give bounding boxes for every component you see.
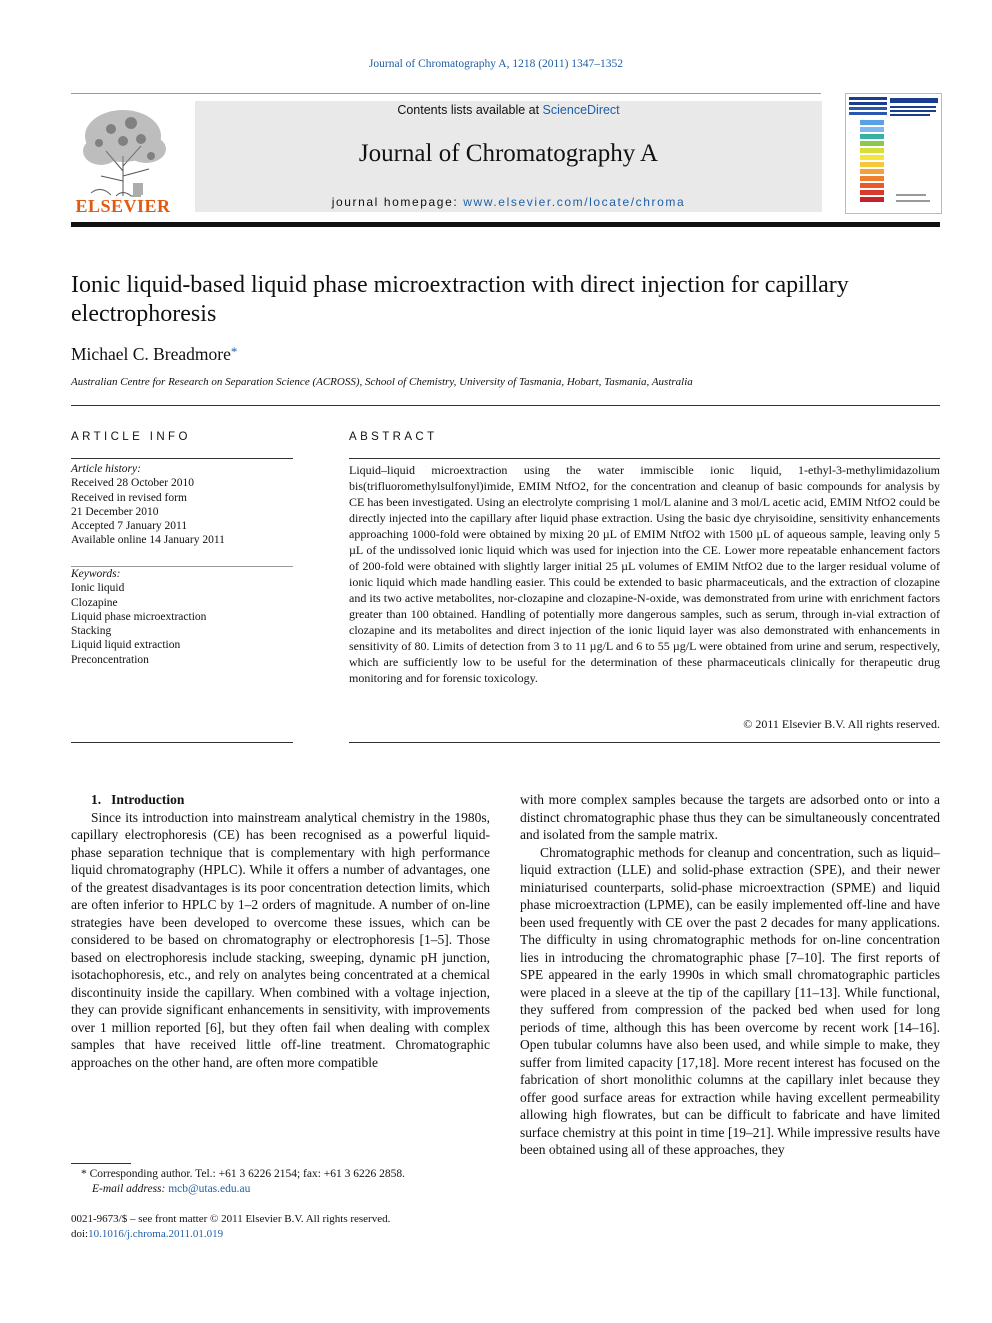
keywords-list — [71, 567, 293, 667]
doi-line — [71, 1227, 490, 1242]
article-history — [71, 462, 293, 548]
article-title: Ionic liquid-based liquid phase microextraction with direct injection for capillary electrophoresis — [71, 272, 849, 327]
article-info-heading: ARTICLE INFO — [71, 431, 191, 443]
history-item: Available online 14 January 2011 — [71, 534, 225, 547]
section-title: Introduction — [111, 792, 185, 807]
article-history-label: Article history: — [71, 463, 141, 475]
journal-cover-thumbnail[interactable] — [845, 93, 942, 214]
keyword-item: Clozapine — [71, 596, 118, 609]
affiliation-rule — [71, 405, 940, 406]
body-column-right — [520, 791, 940, 1159]
author-name: Michael C. Breadmore — [71, 344, 231, 364]
corresponding-author-footnote — [71, 1167, 490, 1196]
copyright-notice: © 2011 Elsevier B.V. All rights reserved. — [743, 717, 940, 731]
journal-name: Journal of Chromatography A — [358, 140, 659, 167]
author-line — [71, 344, 237, 365]
doi-link[interactable]: 10.1016/j.chroma.2011.01.019 — [88, 1227, 224, 1240]
journal-citation[interactable]: Journal of Chromatography A, 1218 (2011) 1347–1352 — [368, 58, 624, 70]
homepage-prefix: journal homepage: — [331, 195, 464, 209]
article-info-bottom-rule — [71, 742, 293, 743]
abstract-rule — [349, 458, 940, 459]
page-footer — [71, 1212, 490, 1241]
intro-paragraph-1-continued: with more complex samples because the targets are adsorbed onto or into a distinct chromatographic phase thus they can be simultaneously concentrated and isolated from the sample matrix. — [520, 792, 940, 842]
section-heading-introduction — [71, 791, 490, 809]
footnote-mark: * — [81, 1168, 87, 1180]
history-item: 21 December 2010 — [71, 505, 159, 518]
email-label: E-mail address: — [92, 1182, 166, 1195]
history-item: Received 28 October 2010 — [71, 477, 194, 490]
contents-available-line — [195, 103, 822, 117]
header-top-rule — [71, 93, 821, 94]
keyword-item: Ionic liquid — [71, 582, 125, 595]
intro-paragraph-1: Since its introduction into mainstream analytical chemistry in the 1980s, capillary electrophoresis (CE) has been recognised as a powerful liquid-phase separation technique that is complementary with high performance liquid chromatography (HPLC). While it offers a number of advantages, one of the greatest disadvantages is its poor concentration detection limits, which are often inferior to HPLC by 1–2 orders of magnitude. A number of on-line strategies have been developed to overcome these issues, which can be considered to be based on chromatography or electrophoresis [1–5]. Those based on electrophoresis include stacking, sweeping, dynamic pH junction, isotachophoresis, etc., and rely on analytes being concentrated at a chemical discontinuity inside the capillary. When combined with a voltage injection, they can provide significant enhancements in sensitivity, with improvements over 1 million reported [6], but they often fail when dealing with complex samples that have received little off-line treatment. Chromatographic approaches on the other hand, are often more compatible — [71, 809, 490, 1070]
keywords-label: Keywords: — [71, 568, 121, 580]
section-number: 1. — [91, 792, 102, 807]
contents-prefix: Contents lists available at — [397, 103, 543, 117]
intro-paragraph-2: Chromatographic methods for cleanup and concentration, such as liquid–liquid extraction (LLE) and solid-phase extraction (SPE), and their newer miniaturised counterparts, solid-phase microextraction (SPME) and liquid phase microextraction (LPME), can be easily implemented off-line and have been used frequently with CE over the past 2 decades for many applications. The difficulty in using chromatographic methods for on-line concentration lies in introducing the chromatographic phase [7–10]. The first reports of SPE appeared in the early 1990s in which small chromatographic particles were placed in a sleeve at the tip of the capillary [11–13]. While functional, they suffered from compression of the packed bed when used for long periods of time, although this has been overcome by recent work [14–16]. Open tubular columns have also been used, and while simple to make, they suffer from limited capacity [17,18]. More recent interest has focused on the fabrication of short monolithic columns at the capillary inlet because they offer good surface areas for extraction while having excellent permeability allowing high flowrates, but can be difficult to fabricate and have limited surface chemistry at this point in time [19–21]. While impressive results have been obtained using all of these approaches, they — [520, 844, 940, 1157]
footnote-contact-line — [71, 1167, 490, 1182]
homepage-link[interactable]: www.elsevier.com/locate/chroma — [463, 195, 686, 209]
history-item: Received in revised form — [71, 491, 187, 504]
sciencedirect-link[interactable]: ScienceDirect — [542, 103, 620, 117]
corresponding-author-mark[interactable]: * — [230, 344, 238, 359]
issn-line: 0021-9673/$ – see front matter © 2011 Elsevier B.V. All rights reserved. — [71, 1213, 391, 1225]
header-bottom-rule — [71, 222, 940, 227]
footnote-contact: Corresponding author. Tel.: +61 3 6226 2154; fax: +61 3 6226 2858. — [89, 1168, 406, 1180]
doi-label: doi: — [71, 1227, 89, 1240]
email-link[interactable]: mcb@utas.edu.au — [168, 1182, 251, 1195]
author-affiliation: Australian Centre for Research on Separation Science (ACROSS), School of Chemistry, University of Tasmania, Hobart, Tasmania, Australia — [71, 376, 693, 388]
abstract-bottom-rule — [349, 742, 940, 743]
keyword-item: Preconcentration — [71, 653, 149, 666]
body-column-left — [71, 791, 490, 1071]
journal-homepage-line — [195, 195, 822, 209]
footnote-rule — [71, 1163, 131, 1164]
footnote-email-line — [71, 1182, 490, 1197]
keyword-item: Liquid liquid extraction — [71, 639, 181, 652]
abstract-text: Liquid–liquid microextraction using the water immiscible ionic liquid, 1-ethyl-3-methylimidazolium bis(trifluoromethylsulfonyl)imide, EMIM NtfO2, for the concentration and cleanup of basic compounds for analysis by CE has been investigated. Using an electrolyte comprising 1 mol/L alanine and 3 mol/L acetic acid, EMIM NtfO2 could be directly injected into the capillary after liquid phase extraction. Using the basic dye chryisoidine, sensitivity enhancements approaching 1000-fold were obtained by mixing 20 µL of EMIM NtfO2 with 1500 µL of aqueous sample, leaving only 5 µL of the undissolved ionic liquid which was used for injection into the CE. Lower more repeatable enhancement factors of 200-fold were obtained with slightly larger initial 25 µL volumes of EMIM NtfO2 due to the larger residual volume of ionic liquid which made handling easier. This could be extended to basic pharmaceuticals, and the extraction of clozapine and its two active metabolites, nor-clozapine and clozapine-N-oxide, was demonstrated from urine with enrichment factors greater than 100 obtained. Handling of potentially more dangerous samples, such as serum, through in-vial extraction of clozapine and its metabolites and direct injection of the ionic liquid layer was also demonstrated with enhancements in sensitivity of 80. Limits of detection from 3 to 11 µg/L and 6 to 55 µg/L were obtained from urine and serum, respectively, which are sufficiently low to be useful for the determination of these pharmaceuticals clinically for therapeutic drug monitoring and for forensic toxicology. — [349, 463, 940, 685]
history-item: Accepted 7 January 2011 — [71, 520, 188, 533]
elsevier-wordmark: ELSEVIER — [75, 196, 171, 216]
article-info-rule — [71, 458, 293, 459]
keyword-item: Stacking — [71, 625, 112, 638]
keyword-item: Liquid phase microextraction — [71, 610, 207, 623]
abstract-heading: ABSTRACT — [349, 431, 438, 443]
